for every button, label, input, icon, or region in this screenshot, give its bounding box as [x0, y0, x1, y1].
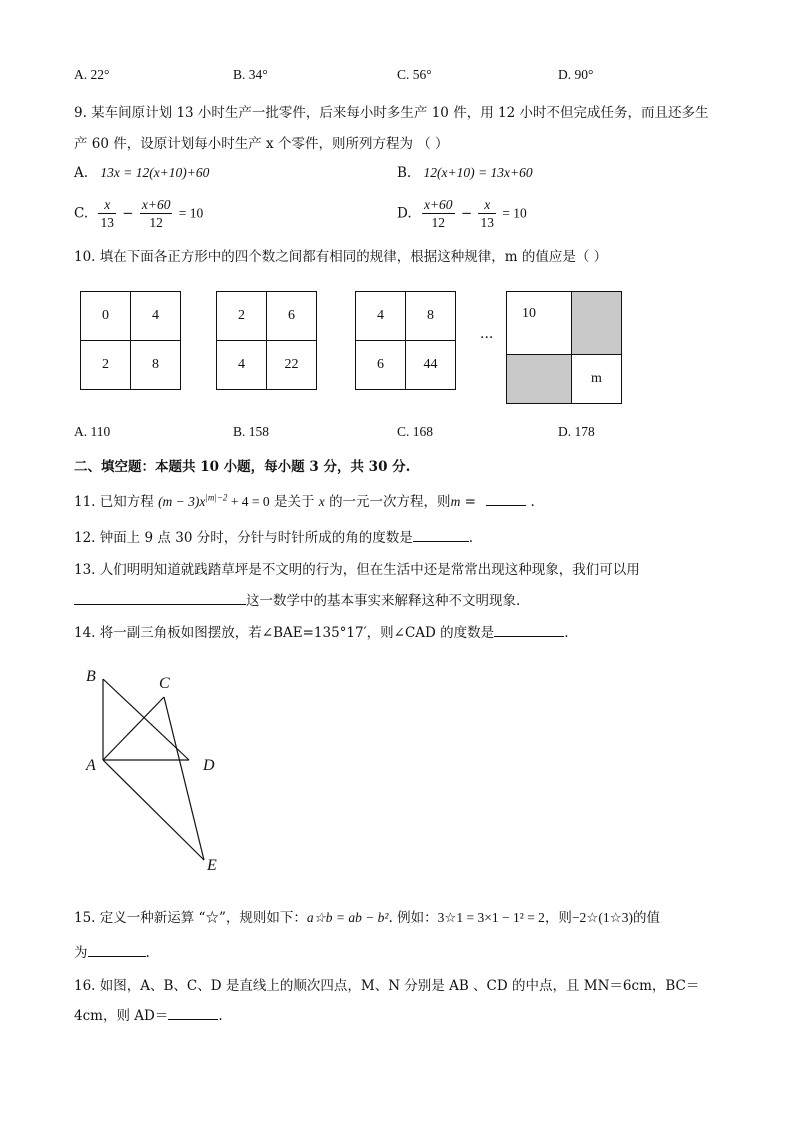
q8-option-b: B. 34°	[233, 67, 268, 82]
q11-var-x: x	[318, 494, 325, 509]
q15-ask-expr: −2☆(1☆3)	[571, 910, 633, 925]
q11-post: 的一元一次方程，则	[329, 494, 451, 510]
q15-ask: ，则	[544, 910, 572, 926]
equals-ten: = 10	[178, 205, 204, 221]
square-cell: 2	[81, 341, 131, 390]
q9-option-a-label: A.	[74, 165, 89, 181]
square-cell: 2	[217, 292, 267, 341]
q11-equation-rest: + 4 = 0	[227, 494, 270, 509]
frac-den: 13	[100, 215, 114, 230]
q9-stem-line1: 9. 某车间原计划 13 小时生产一批零件，后来每小时多生产 10 件，用 12 小时不但完成任务，而且还多生	[74, 105, 709, 121]
q10-option-b: B. 158	[233, 424, 270, 439]
q16-end: .	[218, 1008, 223, 1024]
q12-end: .	[468, 530, 473, 546]
q15-end: .	[145, 945, 150, 961]
square-cell: 0	[81, 292, 131, 341]
frac-den: 12	[431, 215, 445, 230]
q8-option-d: D. 90°	[558, 67, 594, 82]
square-cell: 22	[267, 341, 317, 390]
segment-ce	[164, 697, 204, 860]
q15-line1	[74, 906, 660, 926]
q11-mid: 是关于	[273, 494, 315, 510]
q16-line2-text: 4cm，则 AD＝	[74, 1008, 169, 1024]
q9-option-b-equation: 12(x+10) = 13x+60	[423, 165, 533, 180]
q15-rule: a☆b = ab − b²	[306, 910, 389, 925]
equals-ten: = 10	[502, 205, 527, 221]
answer-blank[interactable]	[88, 944, 146, 957]
q10-option-d: D. 178	[558, 424, 595, 439]
q11-eqsign: =	[460, 494, 481, 510]
frac-den: 13	[480, 215, 494, 230]
point-label-e: E	[207, 857, 217, 874]
frac-num: x+60	[141, 197, 171, 212]
square-cell-m: m	[572, 355, 622, 404]
square-cell: 44	[406, 341, 456, 390]
square-cell: 4	[217, 341, 267, 390]
q8-option-c: C. 56°	[397, 67, 432, 82]
q15-pre: 15. 定义一种新运算 “☆”，规则如下：	[74, 910, 307, 926]
point-label-a: A	[86, 757, 96, 774]
q11-end: .	[530, 494, 535, 510]
square-cell: 10	[507, 292, 572, 355]
frac-num: x+60	[423, 197, 453, 212]
point-label-d: D	[203, 757, 215, 774]
minus-sign: −	[460, 205, 473, 222]
q14-end: .	[564, 625, 569, 641]
q16-line2	[74, 1004, 223, 1024]
answer-blank[interactable]	[168, 1007, 218, 1020]
q12-text: 12. 钟面上 9 点 30 分时，分针与时针所成的角的度数是	[74, 530, 413, 546]
square-cell: 4	[131, 292, 181, 341]
square-cell: 6	[356, 341, 406, 390]
point-label-c: C	[159, 675, 170, 692]
square-cell: 8	[406, 292, 456, 341]
segment-ae	[103, 760, 204, 860]
q13-line2-text: 这一数学中的基本事实来解释这种不文明现象.	[246, 593, 521, 609]
q9-option-b-label: B.	[397, 165, 412, 181]
q15-example: 3☆1 = 3×1 − 1² = 2	[437, 910, 545, 925]
q8-option-a: A. 22°	[74, 67, 110, 82]
q9-option-a-equation: 13x = 12(x+10)+60	[100, 165, 210, 180]
q15-ask-end: 的值	[633, 910, 660, 926]
q9-option-c-label: C.	[74, 205, 89, 222]
q16-line1: 16. 如图，A、B、C、D 是直线上的顺次四点，M、N 分别是 AB 、CD 的中点，且 MN＝6cm，BC＝	[74, 978, 700, 994]
square-cell: 4	[356, 292, 406, 341]
q15-line2	[74, 941, 150, 961]
square-cell: 6	[267, 292, 317, 341]
q14-text: 14. 将一副三角板如图摆放，若∠BAE=135°17′，则∠CAD 的度数是	[74, 625, 495, 641]
section-heading: 二、填空题：本题共 10 小题，每小题 3 分，共 30 分.	[74, 459, 411, 475]
q10-stem: 10. 填在下面各正方形中的四个数之间都有相同的规律，根据这种规律，m 的值应是（ ）	[74, 249, 608, 265]
q11-equation: (m − 3)x	[158, 494, 206, 509]
q9-stem-line2: 产 60 件，设原计划每小时生产 x 个零件，则所列方程为 （ ）	[74, 136, 449, 152]
q11-pre: 11. 已知方程	[74, 494, 154, 510]
point-label-b: B	[86, 668, 96, 685]
frac-num: x	[98, 196, 116, 214]
square-cell: 8	[131, 341, 181, 390]
q11-var-m: m	[450, 494, 461, 509]
frac-den: 12	[149, 215, 163, 230]
minus-sign: −	[122, 205, 134, 222]
q9-option-d-label: D.	[397, 205, 412, 222]
q11-exponent: |m|−2	[205, 492, 228, 503]
q13-line1: 13. 人们明明知道就践踏草坪是不文明的行为，但在生活中还是常常出现这种现象，我们可以用	[74, 562, 640, 578]
ellipsis: ···	[480, 330, 494, 346]
frac-num: x	[478, 196, 496, 214]
q15-ex-pre: . 例如：	[388, 910, 438, 926]
q15-line2-text: 为	[74, 945, 88, 961]
q10-option-a: A. 110	[74, 424, 111, 439]
q10-option-c: C. 168	[397, 424, 434, 439]
